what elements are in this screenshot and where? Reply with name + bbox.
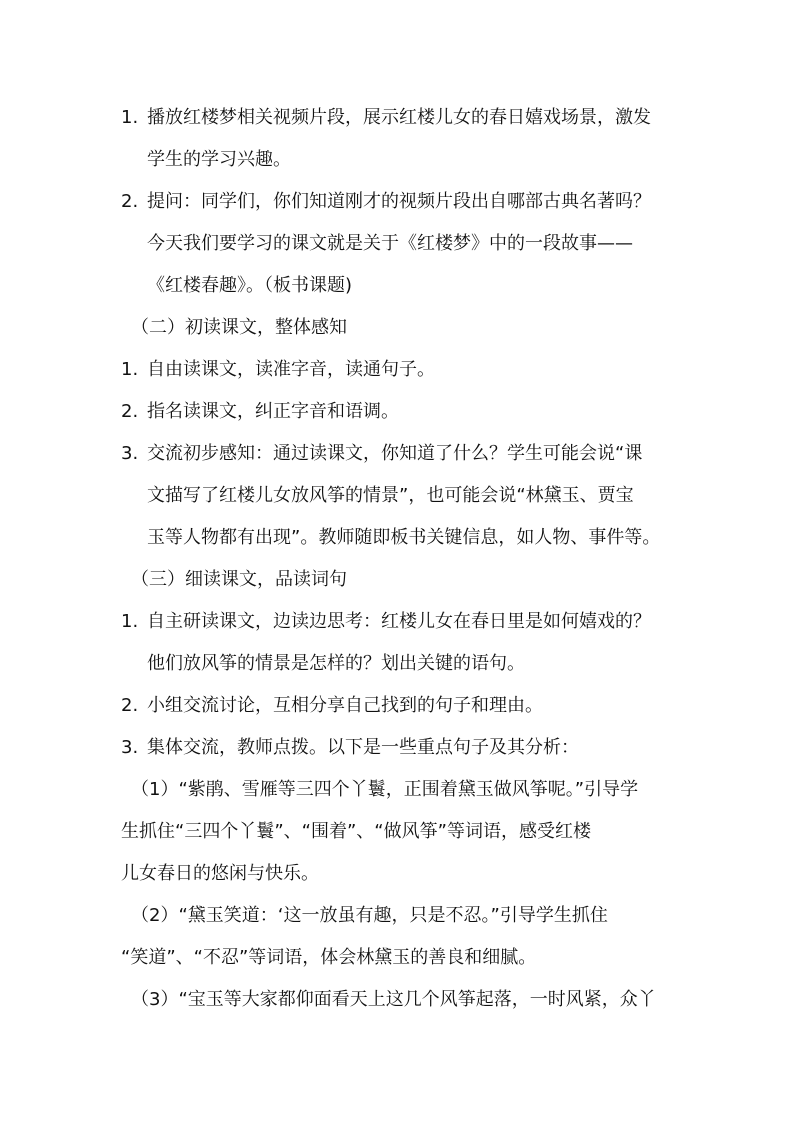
list-continuation: 《红楼春趣》。（板书课题) <box>147 275 353 296</box>
analysis-paragraph-line: “笑道”、“不忍”等词语，体会林黛玉的善良和细腻。 <box>121 947 537 968</box>
list-number: 2. <box>121 401 139 422</box>
list-text: 小组交流讨论，互相分享自己找到的句子和理由。 <box>147 695 543 716</box>
analysis-paragraph-line: （2）“黛玉笑道：‘这一放虽有趣，只是不忍。”引导学生抓住 <box>131 905 608 926</box>
list-text: 指名读课文，纠正字音和语调。 <box>147 401 399 422</box>
list-continuation: 学生的学习兴趣。 <box>147 149 291 170</box>
list-continuation: 文描写了红楼儿女放风筝的情景”，也可能会说“林黛玉、贾宝 <box>147 485 634 506</box>
list-number: 3. <box>121 737 139 758</box>
list-number: 1. <box>121 107 139 128</box>
list-text: 集体交流，教师点拨。以下是一些重点句子及其分析： <box>147 737 579 758</box>
section-heading: （三）细读课文，品读词句 <box>131 569 347 590</box>
analysis-paragraph-line: （1）“紫鹃、雪雁等三四个丫鬟，正围着黛玉做风筝呢。”引导学 <box>131 779 639 800</box>
list-number: 3. <box>121 443 139 464</box>
list-continuation: 他们放风筝的情景是怎样的？划出关键的语句。 <box>147 653 525 674</box>
list-text: 自由读课文，读准字音，读通句子。 <box>147 359 435 380</box>
analysis-paragraph-line: （3）“宝玉等大家都仰面看天上这几个风筝起落，一时风紧，众丫 <box>131 989 656 1010</box>
list-number: 1. <box>121 359 139 380</box>
list-number: 2. <box>121 695 139 716</box>
analysis-paragraph-line: 生抓住“三四个丫鬟”、“围着”、“做风筝”等词语，感受红楼 <box>121 821 591 842</box>
list-text: 播放红楼梦相关视频片段，展示红楼儿女的春日嬉戏场景，激发 <box>147 107 651 128</box>
list-continuation: 玉等人物都有出现”。教师随即板书关键信息，如人物、事件等。 <box>147 527 661 548</box>
list-number: 2. <box>121 191 139 212</box>
list-continuation: 今天我们要学习的课文就是关于《红楼梦》中的一段故事—— <box>147 233 633 254</box>
section-heading: （二）初读课文，整体感知 <box>131 317 347 338</box>
list-text: 交流初步感知：通过读课文，你知道了什么？学生可能会说“课 <box>147 443 643 464</box>
analysis-paragraph-line: 儿女春日的悠闲与快乐。 <box>121 863 319 884</box>
list-number: 1. <box>121 611 139 632</box>
list-text: 自主研读课文，边读边思考：红楼儿女在春日里是如何嬉戏的？ <box>147 611 651 632</box>
list-text: 提问：同学们，你们知道刚才的视频片段出自哪部古典名著吗？ <box>147 191 651 212</box>
